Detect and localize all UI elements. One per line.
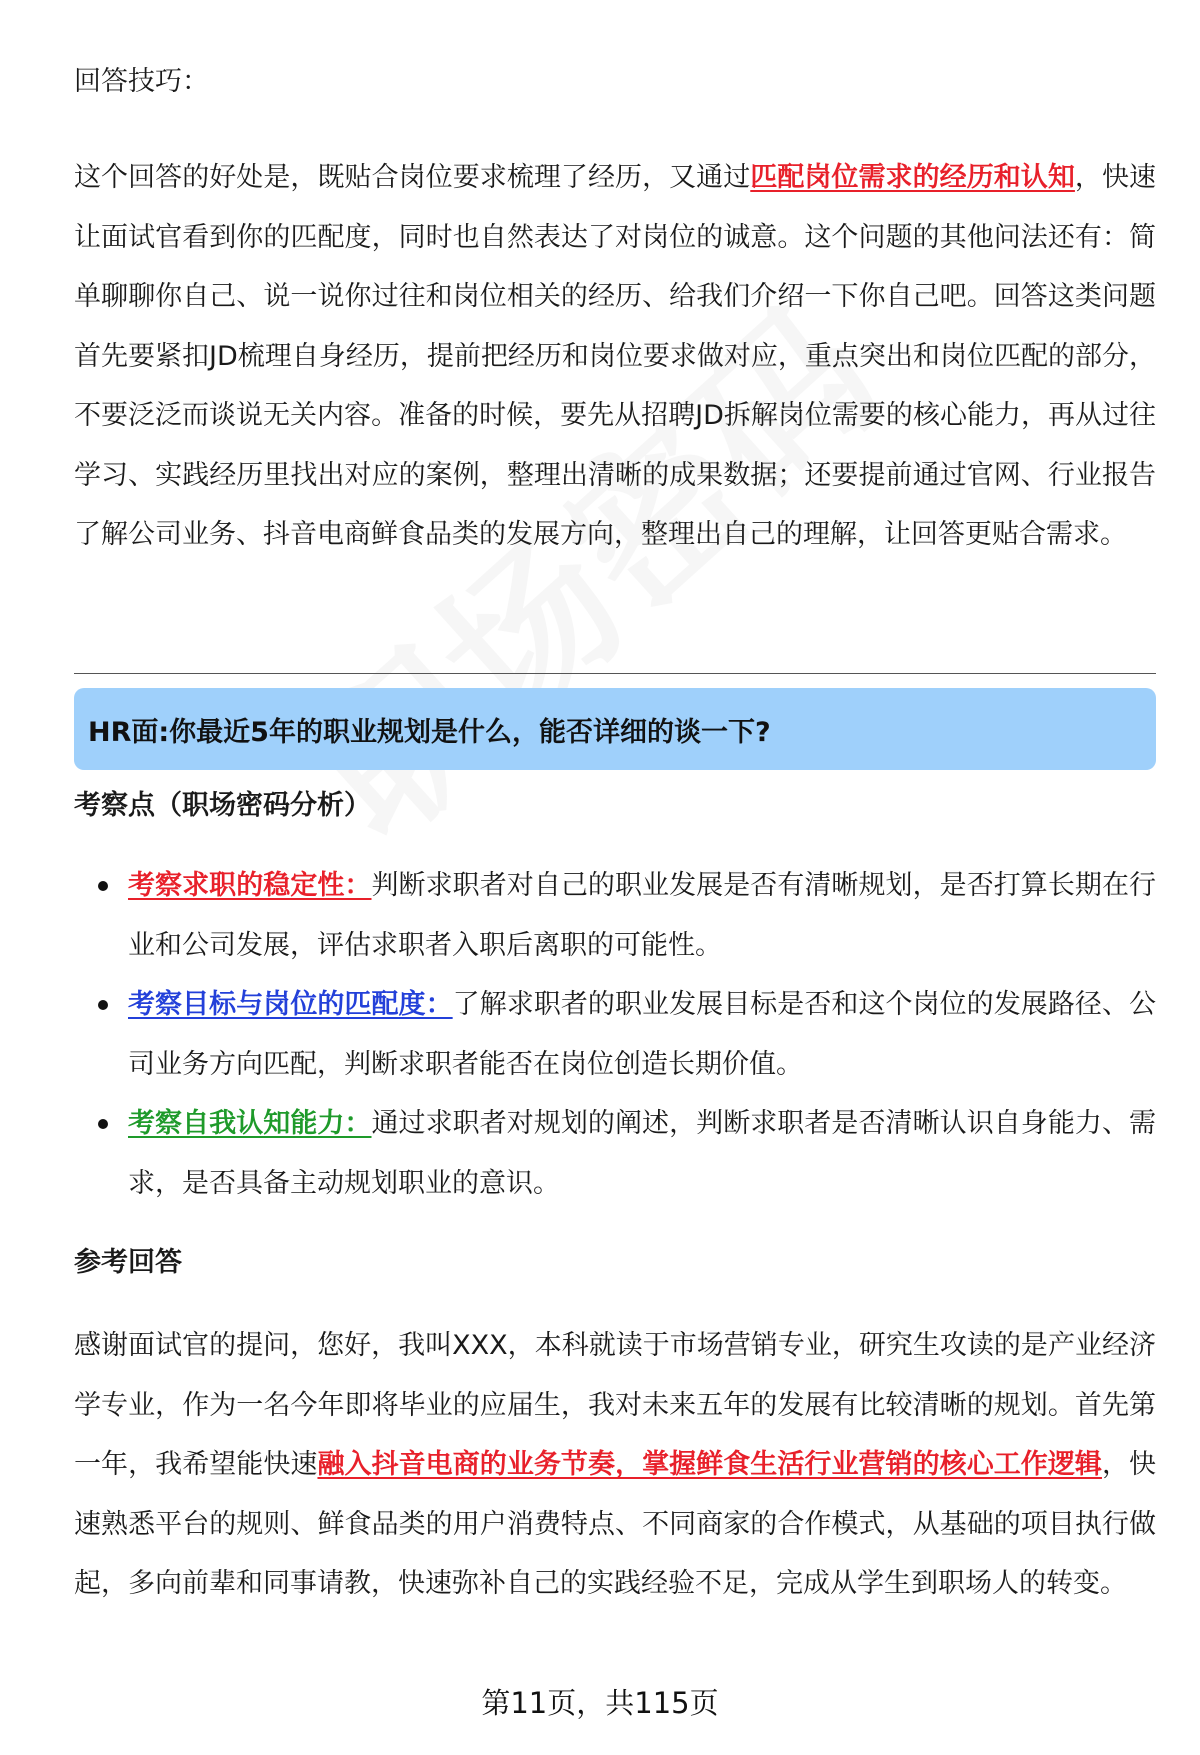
exam-point-match <box>74 975 1156 1094</box>
answer-tips-text-rest: ，快速让面试官看到你的匹配度，同时也自然表达了对岗位的诚意。这个问题的其他问法还有：简单聊聊你自己、说一说你过往和岗位相关的经历、给我们介绍一下你自己吧。回答这类问题首先要紧扣JD梳理自身经历，提前把经历和岗位要求做对应，重点突出和岗位匹配的部分，不要泛泛而谈说无关内容。准备的时候，要先从招聘JD拆解岗位需要的核心能力，再从过往学习、实践经历里找出对应的案例，整理出清晰的成果数据；还要提前通过官网、行业报告了解公司业务、抖音电商鲜食品类的发展方向，整理出自己的理解，让回答更贴合需求。 <box>74 162 1157 550</box>
answer-tips-text: 这个回答的好处是，既贴合岗位要求梳理了经历，又通过 <box>74 162 751 193</box>
exam-point-label: 考察自我认知能力： <box>128 1108 372 1139</box>
exam-point-text: 了解求职者的职业发展目标是否和这个岗位的发展路径、公司业务方向匹配，判断求职者能否在岗位创造长期价值。 <box>128 989 1157 1080</box>
page-number-footer: 第11页，共115页 <box>481 1686 719 1720</box>
exam-points-list <box>74 856 1156 1213</box>
exam-point-text: 通过求职者对规划的阐述，判断求职者是否清晰认识自身能力、需求，是否具备主动规划职业的意识。 <box>128 1108 1157 1199</box>
reference-answer-highlight: 融入抖音电商的业务节奏，掌握鲜食生活行业营销的核心工作逻辑 <box>317 1449 1102 1480</box>
exam-point-self-awareness <box>74 1094 1156 1213</box>
exam-points-title: 考察点（职场密码分析） <box>74 790 371 821</box>
reference-answer-text-rest: ，快速熟悉平台的规则、鲜食品类的用户消费特点、不同商家的合作模式，从基础的项目执行做起，多向前辈和同事请教，快速弥补自己的实践经验不足，完成从学生到职场人的转变。 <box>74 1449 1157 1599</box>
exam-point-text: 判断求职者对自己的职业发展是否有清晰规划，是否打算长期在行业和公司发展，评估求职者入职后离职的可能性。 <box>128 870 1157 961</box>
exam-point-label: 考察求职的稳定性： <box>128 870 372 901</box>
hr-question-text: HR面:你最近5年的职业规划是什么，能否详细的谈一下? <box>88 716 771 748</box>
answer-tips-paragraph <box>74 148 1156 565</box>
exam-point-label: 考察目标与岗位的匹配度： <box>128 989 453 1020</box>
reference-answer-paragraph <box>74 1316 1156 1614</box>
bullet-dot <box>98 1000 108 1010</box>
bullet-dot <box>98 881 108 891</box>
reference-answer-title: 参考回答 <box>74 1247 182 1278</box>
bullet-dot <box>98 1119 108 1129</box>
exam-point-stability <box>74 856 1156 975</box>
reference-answer-text: 感谢面试官的提问，您好，我叫XXX，本科就读于市场营销专业，研究生攻读的是产业经济学专业，作为一名今年即将毕业的应届生，我对未来五年的发展有比较清晰的规划。首先第一年，我希望能快速 <box>74 1330 1156 1480</box>
tips-title: 回答技巧： <box>74 66 209 97</box>
hr-question-box <box>74 688 1156 770</box>
answer-tips-highlight: 匹配岗位需求的经历和认知 <box>750 162 1075 193</box>
section-divider <box>74 673 1156 674</box>
